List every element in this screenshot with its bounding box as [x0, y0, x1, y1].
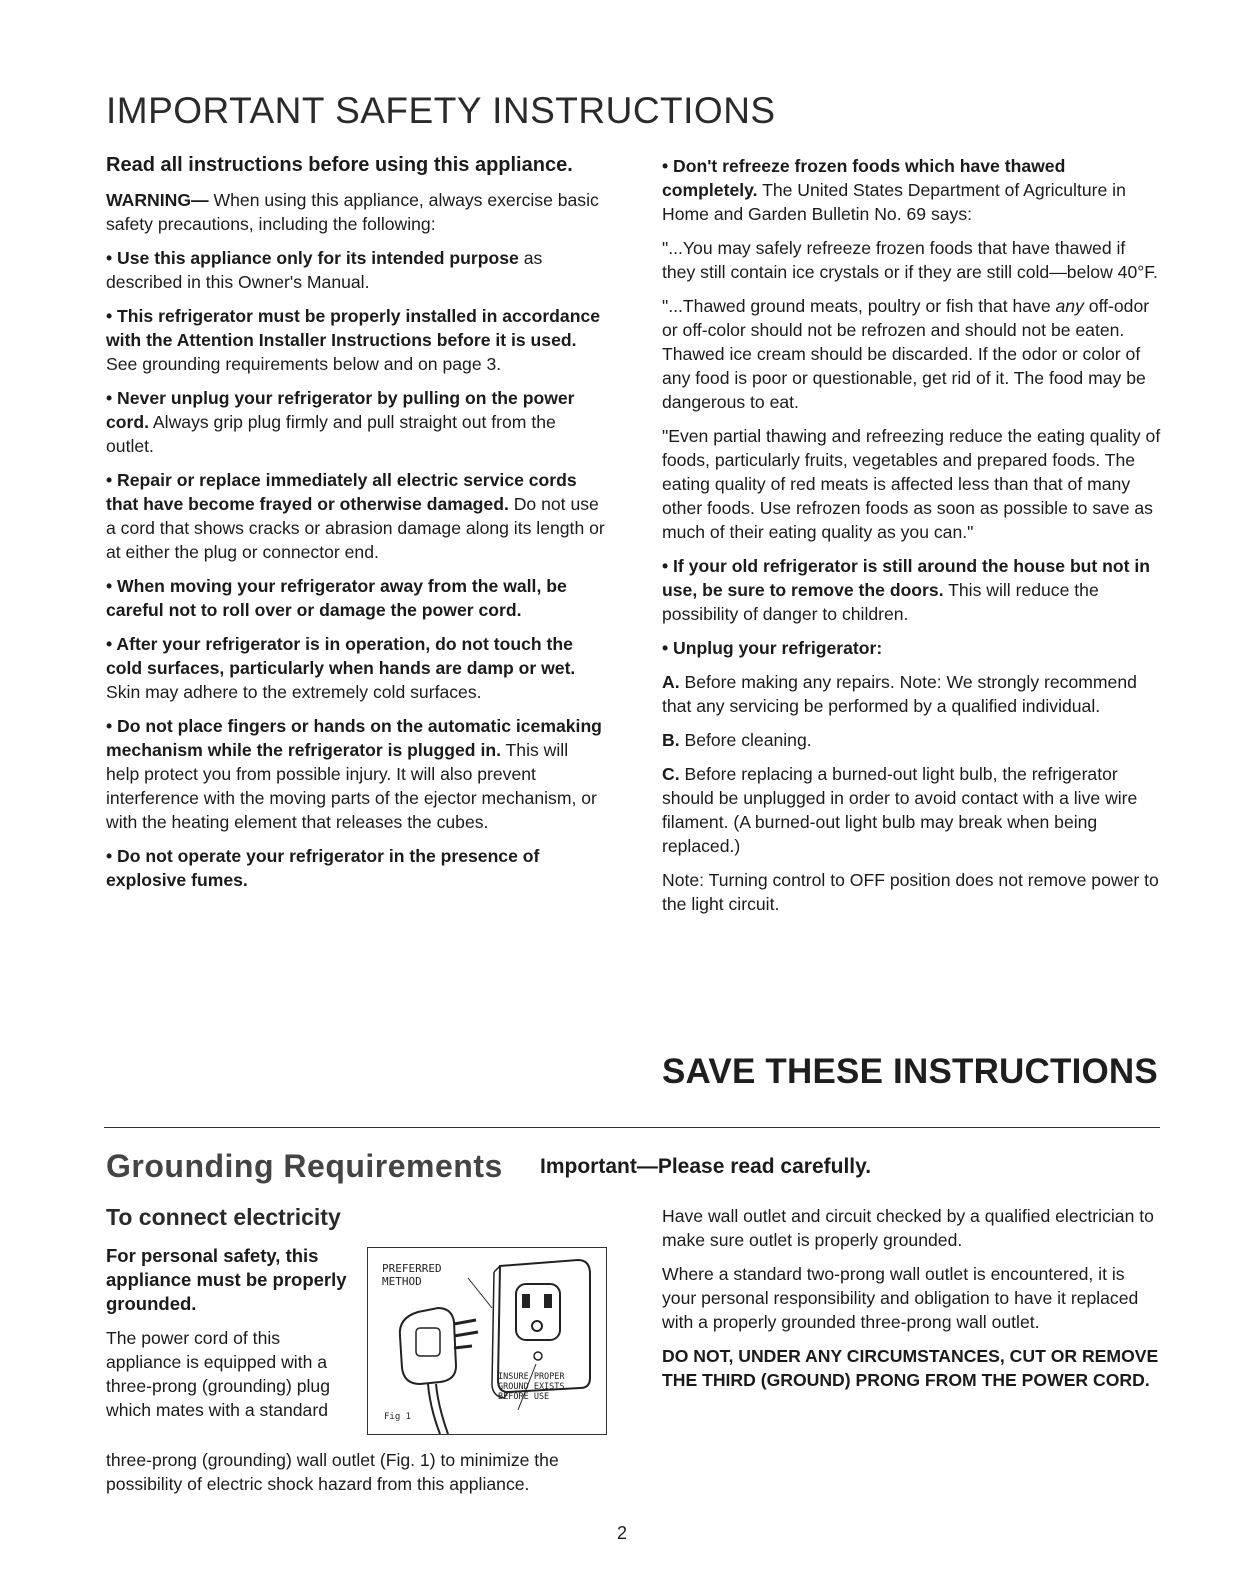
quote2-text-a: "...Thawed ground meats, poultry or fish that have	[662, 296, 1056, 316]
item-b-text: Before cleaning.	[679, 730, 812, 750]
refreeze-paragraph	[662, 154, 1162, 226]
old-fridge-bold: • If your old refrigerator is still around the house but not in use, be sure to remove the doors.	[662, 556, 1151, 600]
figure-label-preferred-line2: METHOD	[382, 1275, 422, 1288]
page-title: IMPORTANT SAFETY INSTRUCTIONS	[106, 90, 776, 131]
quote2-emphasis: any	[1055, 296, 1084, 316]
plug-body	[400, 1308, 456, 1384]
safety-right-column	[662, 154, 1162, 926]
safety-item	[106, 574, 606, 622]
warning-label: WARNING—	[106, 190, 209, 210]
safety-item-bold: • After your refrigerator is in operation, do not touch the cold surfaces, particularly when hands are damp or wet.	[106, 634, 576, 678]
section-divider	[104, 1127, 1160, 1128]
safety-item-text: See grounding requirements below and on page 3.	[106, 354, 502, 374]
figure-label-insure-line1: INSURE PROPER	[498, 1372, 565, 1382]
safety-item-bold: • This refrigerator must be properly installed in accordance with the Attention Installer Instructions before it is used.	[106, 306, 601, 350]
safety-left-column	[106, 152, 606, 902]
item-a-label: A.	[662, 672, 680, 692]
safety-item	[106, 844, 606, 892]
safety-item-text: Do not use a cord that shows cracks or abrasion damage along its length or at either the plug or connector end.	[106, 494, 605, 562]
safety-item-bold: • Never unplug your refrigerator by pulling on the power cord.	[106, 388, 575, 432]
refreeze-text: The United States Department of Agriculture in Home and Garden Bulletin No. 69 says:	[662, 180, 1126, 224]
safety-item	[106, 246, 606, 294]
safety-item-text: as described in this Owner's Manual.	[106, 248, 543, 292]
save-instructions-heading: SAVE THESE INSTRUCTIONS	[662, 1052, 1158, 1091]
unplug-item-a	[662, 670, 1162, 718]
power-cord-text-continued: three-prong (grounding) wall outlet (Fig. 1) to minimize the possibility of electric shock hazard from this appliance.	[106, 1450, 559, 1494]
safety-item	[106, 714, 606, 834]
safety-item	[106, 632, 606, 704]
old-fridge-text: This will reduce the possibility of danger to children.	[662, 580, 1099, 624]
figure-label-preferred	[382, 1262, 442, 1288]
light-circuit-note: Note: Turning control to OFF position does not remove power to the light circuit.	[662, 870, 1159, 914]
safety-item	[106, 386, 606, 458]
personal-safety-warning: For personal safety, this appliance must be properly grounded.	[106, 1245, 347, 1314]
safety-item-bold: • When moving your refrigerator away from the wall, be careful not to roll over or damage the power cord.	[106, 576, 567, 620]
warning-paragraph	[106, 188, 606, 236]
quote-paragraph-2	[662, 294, 1162, 414]
safety-item-text: Skin may adhere to the extremely cold surfaces.	[106, 682, 482, 702]
grounding-right-text	[662, 1204, 1162, 1402]
grounding-title: Grounding Requirements	[106, 1148, 503, 1184]
item-a-text: Before making any repairs. Note: We strongly recommend that any servicing be performed by a qualified individual.	[662, 672, 1137, 716]
ground-prong-warning: DO NOT, UNDER ANY CIRCUMSTANCES, CUT OR REMOVE THE THIRD (GROUND) PRONG FROM THE POWER CORD.	[662, 1346, 1159, 1390]
outlet-check-paragraph: Have wall outlet and circuit checked by a qualified electrician to make sure outlet is properly grounded.	[662, 1206, 1154, 1250]
page-number: 2	[616, 1523, 627, 1543]
lead-instruction: Read all instructions before using this appliance.	[106, 154, 573, 176]
figure-number-label: Fig 1	[384, 1412, 412, 1422]
grounding-subtitle: Important—Please read carefully.	[540, 1155, 872, 1178]
figure-label-preferred-line1: PREFERRED	[382, 1262, 442, 1275]
item-b-label: B.	[662, 730, 680, 750]
refreeze-bold: • Don't refreeze frozen foods which have thawed completely.	[662, 156, 1066, 200]
power-cord-text: The power cord of this appliance is equipped with a three-prong (grounding) plug which mates with a standard	[106, 1328, 330, 1420]
figure-label-insure-line3: BEFORE USE	[498, 1392, 550, 1402]
unplug-item-b	[662, 728, 1162, 752]
item-c-label: C.	[662, 764, 680, 784]
safety-item-bold: • Use this appliance only for its intended purpose	[106, 248, 519, 268]
quote-paragraph-3: "Even partial thawing and refreezing reduce the eating quality of foods, particularly fruits, vegetables and prepared foods. The eating quality of red meats is affected less than that of many other foods. Use refrozen foods as soon as possible to save as much of their eating quality as you can."	[662, 426, 1161, 542]
quote-paragraph-1: "...You may safely refreeze frozen foods that have thawed if they still contain ice crystals or if they are still cold—below 40°F.	[662, 238, 1158, 282]
quote2-text-b: off-odor or off-color should not be refrozen and should not be eaten. Thawed ice cream should be discarded. If the odor or color of any food is poor or questionable, get rid of it. The food may be dangerous to eat.	[662, 296, 1150, 412]
grounding-left-text	[106, 1244, 356, 1432]
unplug-heading: • Unplug your refrigerator:	[662, 638, 883, 658]
safety-item-bold: • Do not operate your refrigerator in the presence of explosive fumes.	[106, 846, 540, 890]
two-prong-paragraph: Where a standard two-prong wall outlet is encountered, it is your personal responsibility and obligation to have it replaced with a properly grounded three-prong wall outlet.	[662, 1264, 1139, 1332]
old-fridge-paragraph	[662, 554, 1162, 626]
connect-heading: To connect electricity	[106, 1204, 341, 1230]
safety-item-text: Always grip plug firmly and pull straight out from the outlet.	[106, 412, 556, 456]
figure-label-insure-line2: GROUND EXISTS	[498, 1382, 565, 1392]
safety-item	[106, 468, 606, 564]
grounded-outlet-figure	[367, 1247, 607, 1435]
warning-text: When using this appliance, always exercise basic safety precautions, including the following:	[106, 190, 599, 234]
item-c-text: Before replacing a burned-out light bulb, the refrigerator should be unplugged in order to avoid contact with a live wire filament. (A burned-out light bulb may break when being replaced.)	[662, 764, 1138, 856]
safety-item-text: This will help protect you from possible injury. It will also prevent interference with the moving parts of the ejector mechanism, or with the heating element that releases the cubes.	[106, 740, 597, 832]
safety-item	[106, 304, 606, 376]
safety-item-bold: • Do not place fingers or hands on the automatic icemaking mechanism while the refrigerator is plugged in.	[106, 716, 602, 760]
figure-label-insure	[498, 1372, 565, 1402]
unplug-item-c	[662, 762, 1162, 858]
safety-item-bold: • Repair or replace immediately all electric service cords that have become frayed or otherwise damaged.	[106, 470, 577, 514]
